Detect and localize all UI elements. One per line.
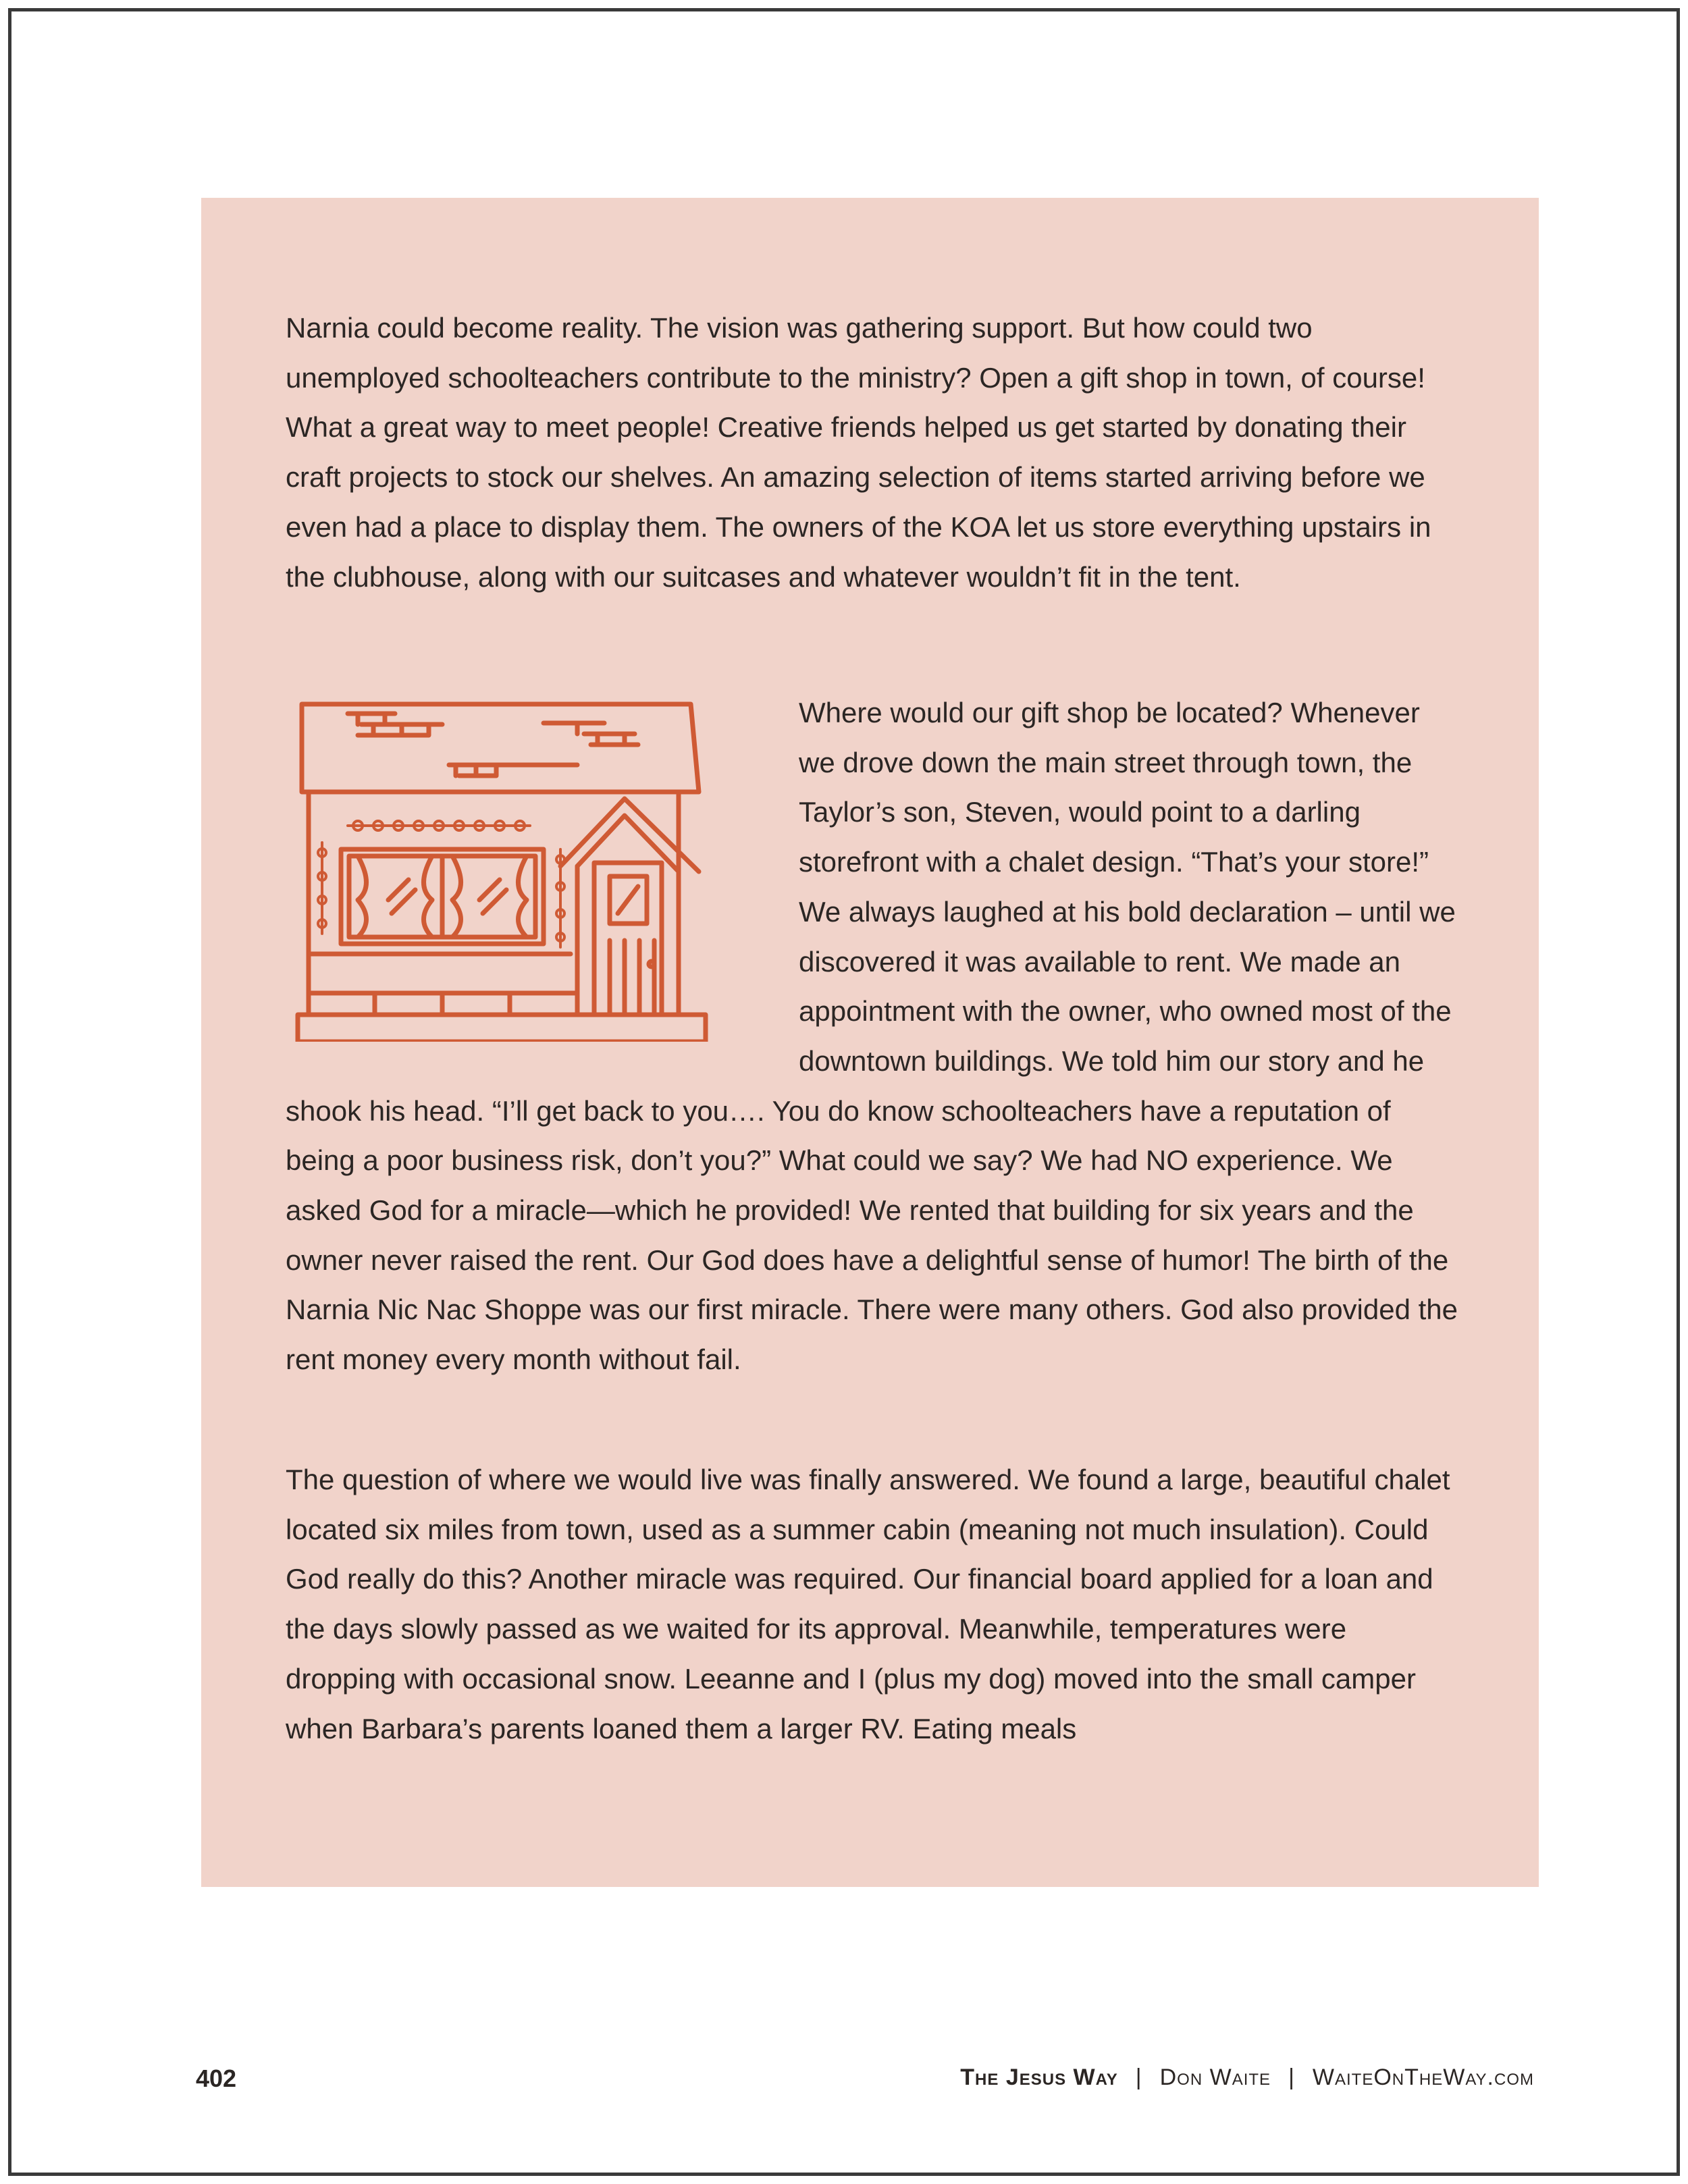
storefront-icon xyxy=(294,697,712,1042)
paragraph-1-text: Narnia could become reality. The vision was gathering support. But how could two unemployed schoolteachers contribute to the ministry? Open a gift shop in town, of course! What a great way to meet people! Creative friends helped us get started by donating their craft projects to stock our shelves. An amazing selection of items started arriving before we even had a place to display them. The owners of the KOA let us store everything upstairs in the clubhouse, along with our suitcases and whatever wouldn’t fit in the tent. xyxy=(286,312,1431,593)
body-paragraph-2 xyxy=(286,688,1460,1385)
website-link[interactable]: WaiteOnTheWay.com xyxy=(1312,2065,1534,2090)
storefront-illustration xyxy=(286,688,799,1073)
footer-running-head xyxy=(960,2065,1534,2091)
content-panel xyxy=(201,198,1539,1887)
footer-separator: | xyxy=(1288,2065,1295,2090)
body-paragraph-3 xyxy=(286,1455,1460,1753)
paragraph-2-text: Where would our gift shop be located? Whenever we drove down the main street through town, the Taylor’s son, Steven, would point to a darling storefront with a chalet design. “That’s your store!” We always laughed at his bold declaration – until we discovered it was available to rent. We made an appointment with the owner, who owned most of the downtown buildings. We told him our story and he shook his head. “I’ll get back to you…. You do know schoolteachers have a reputation of being a poor business risk, don’t you?” What could we say? We had NO experience. We asked God for a miracle—which he provided! We rented that building for six years and the owner never raised the rent. Our God does have a delightful sense of humor! The birth of the Narnia Nic Nac Shoppe was our first miracle. There were many others. God also provided the rent money every month without fail. xyxy=(286,697,1458,1376)
page-footer xyxy=(0,2065,1688,2098)
book-title: The Jesus Way xyxy=(960,2065,1118,2090)
page-number: 402 xyxy=(196,2065,237,2092)
author-name: Don Waite xyxy=(1159,2065,1271,2090)
footer-separator: | xyxy=(1135,2065,1142,2090)
paragraph-3-text: The question of where we would live was finally answered. We found a large, beautiful chalet located six miles from town, used as a summer cabin (meaning not much insulation). Could God really do this? Another miracle was required. Our financial board applied for a loan and the days slowly passed as we waited for its approval. Meanwhile, temperatures were dropping with occasional snow. Leeanne and I (plus my dog) moved into the small camper when Barbara’s parents loaned them a larger RV. Eating meals xyxy=(286,1464,1450,1744)
body-paragraph-1 xyxy=(286,303,1460,602)
